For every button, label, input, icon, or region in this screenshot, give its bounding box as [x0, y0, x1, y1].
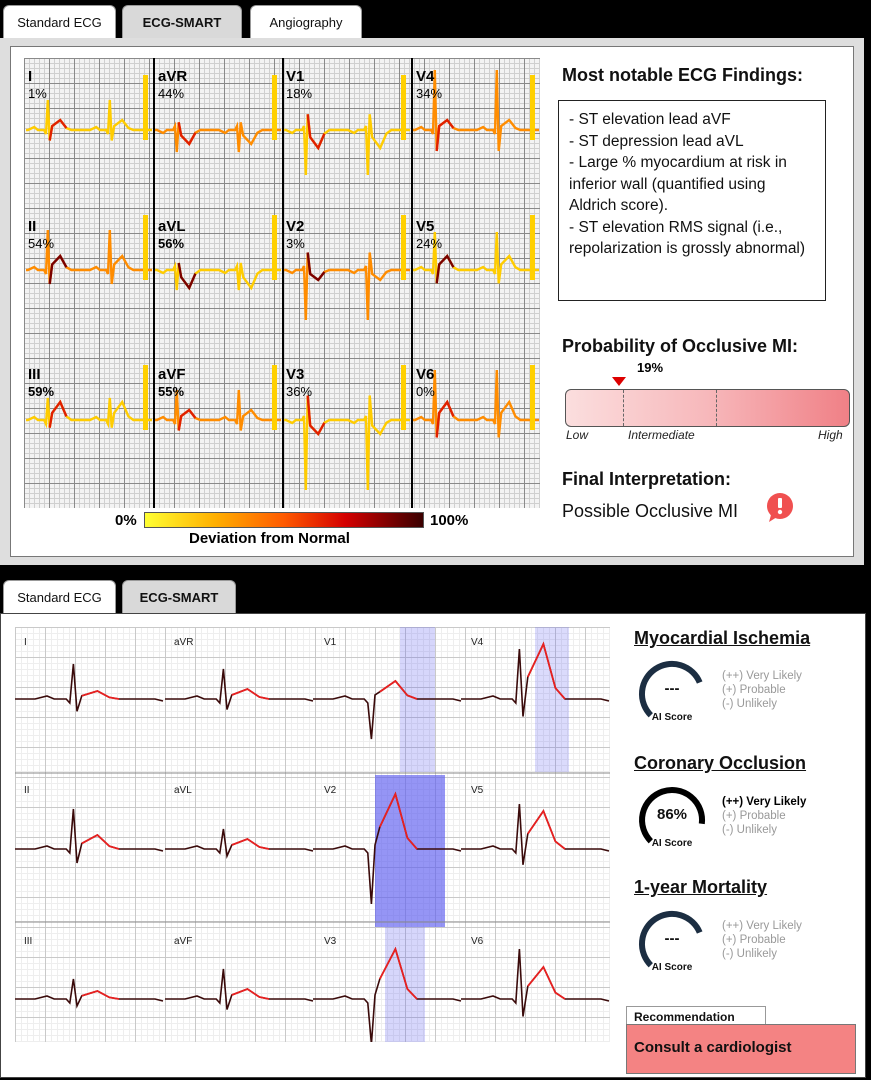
likelihood-very-likely: (++) Very Likely	[722, 670, 802, 682]
lead-label-bottom-V5: V5	[471, 785, 484, 796]
lead-label-bottom-II: II	[24, 785, 30, 796]
probability-marker	[612, 377, 626, 386]
calibration-pulse	[530, 215, 535, 280]
ecg-st-segment	[437, 120, 454, 151]
calibration-pulse	[143, 75, 148, 140]
ecg-trace	[461, 804, 609, 865]
lead-label-I: I	[28, 68, 33, 85]
probability-divider	[623, 390, 624, 426]
calibration-pulse	[401, 365, 406, 430]
ecg-st-segment	[82, 991, 119, 999]
likelihood-probable: (+) Probable	[722, 810, 786, 822]
ecg-st-segment	[308, 114, 325, 148]
lead-label-V5: V5	[416, 218, 435, 235]
ecg-trace	[313, 681, 461, 739]
lead-label-bottom-aVF: aVF	[174, 936, 193, 947]
ecg-st-segment	[308, 253, 325, 281]
gauge-label: AI Score	[651, 838, 693, 849]
score-title-occlusion: Coronary Occlusion	[634, 753, 807, 773]
probability-value-label: 19%	[637, 360, 664, 375]
probability-intermediate-label: Intermediate	[628, 428, 695, 442]
gauge-label: AI Score	[651, 712, 693, 723]
ecg-trace	[155, 122, 281, 152]
ecg-st-segment	[179, 263, 196, 288]
ecg-st-segment	[50, 256, 67, 284]
finding-item: - ST elevation lead aVF	[569, 111, 731, 128]
likelihood-probable: (+) Probable	[722, 934, 786, 946]
gauge-mortality	[637, 906, 707, 976]
exclamation-bubble-icon[interactable]	[763, 491, 797, 523]
score-title-ischemia: Myocardial Ischemia	[634, 628, 811, 648]
lead-label-bottom-V1: V1	[324, 637, 337, 648]
attention-highlight	[385, 927, 425, 1042]
tab-standard-ecg-bottom[interactable]: Standard ECG	[3, 580, 116, 614]
lead-label-bottom-I: I	[24, 637, 27, 648]
gauge-score: ---	[664, 680, 680, 697]
calibration-pulse	[143, 215, 148, 280]
lead-label-aVR: aVR	[158, 68, 188, 85]
lead-label-bottom-V6: V6	[471, 936, 484, 947]
colorbar-caption: Deviation from Normal	[189, 530, 350, 547]
probability-high-label: High	[818, 428, 843, 442]
lead-pct-V5: 24%	[416, 236, 443, 251]
tab-ecg-smart-bottom[interactable]: ECG-SMART	[122, 580, 236, 614]
calibration-pulse	[272, 365, 277, 430]
ecg-grid-bottom	[15, 627, 610, 1042]
lead-label-bottom-V4: V4	[471, 637, 484, 648]
lead-separator	[411, 58, 413, 508]
lead-label-bottom-III: III	[24, 936, 33, 947]
score-title-mortality: 1-year Mortality	[634, 877, 768, 897]
lead-label-bottom-aVL: aVL	[174, 785, 192, 796]
likelihood-unlikely: (-) Unlikely	[722, 698, 777, 710]
findings-title: Most notable ECG Findings:	[562, 65, 803, 85]
lead-label-V6: V6	[416, 366, 435, 383]
ecg-grid-top	[24, 58, 540, 508]
colorbar-max-label: 100%	[430, 512, 469, 529]
lead-label-bottom-V3: V3	[324, 936, 337, 947]
recommendation-label: Recommendation	[626, 1006, 766, 1027]
lead-pct-aVL: 56%	[158, 236, 185, 251]
lead-pct-V3: 36%	[286, 384, 313, 399]
findings-box	[558, 100, 826, 301]
calibration-pulse	[143, 365, 148, 430]
ecg-traces-bottom	[15, 627, 610, 1042]
colorbar-min-label: 0%	[115, 512, 137, 529]
calibration-pulse	[530, 365, 535, 430]
lead-pct-V2: 3%	[286, 236, 305, 251]
lead-pct-aVR: 44%	[158, 86, 185, 101]
lead-label-aVL: aVL	[158, 218, 186, 235]
ecg-trace	[284, 114, 410, 175]
lead-label-V2: V2	[286, 218, 305, 235]
ecg-trace	[155, 263, 281, 290]
ecg-trace	[26, 100, 152, 141]
lead-pct-V6: 0%	[416, 384, 435, 399]
ecg-trace	[461, 949, 609, 1017]
lead-label-bottom-V2: V2	[324, 785, 337, 796]
ecg-st-segment	[232, 839, 269, 849]
ecg-trace	[15, 809, 163, 863]
lead-label-V3: V3	[286, 366, 305, 383]
lead-label-aVF: aVF	[158, 366, 186, 383]
ecg-st-segment	[179, 122, 196, 144]
lead-label-V1: V1	[286, 68, 305, 85]
tab-angiography-top[interactable]: Angiography	[250, 5, 362, 39]
lead-separator	[282, 58, 284, 508]
attention-highlight	[375, 775, 445, 927]
calibration-pulse	[530, 75, 535, 140]
likelihood-probable: (+) Probable	[722, 684, 786, 696]
probability-bar	[565, 389, 850, 427]
ecg-st-segment	[528, 967, 565, 999]
ecg-trace	[165, 669, 313, 710]
lead-pct-III: 59%	[28, 384, 55, 399]
recommendation-box[interactable]: Consult a cardiologist	[626, 1024, 856, 1074]
ecg-st-segment	[437, 256, 454, 283]
lead-pct-I: 1%	[28, 86, 47, 101]
gauge-score: 86%	[656, 806, 688, 823]
probability-title: Probability of Occlusive MI:	[562, 336, 799, 356]
ecg-trace	[284, 396, 410, 491]
ecg-trace	[165, 969, 313, 1010]
gauge-occlusion	[637, 782, 707, 852]
tab-standard-ecg-top[interactable]: Standard ECG	[3, 5, 116, 39]
lead-pct-V1: 18%	[286, 86, 313, 101]
lead-label-bottom-aVR: aVR	[174, 637, 194, 648]
lead-separator	[153, 58, 155, 508]
lead-pct-V4: 34%	[416, 86, 443, 101]
attention-highlight	[535, 627, 569, 772]
ecg-st-segment	[232, 689, 269, 699]
finding-item: - Large % myocardium at risk in inferior wall (quantified using Aldrich score).	[569, 154, 787, 214]
colorbar-gradient	[144, 512, 424, 528]
likelihood-very-likely: (++) Very Likely	[722, 796, 807, 808]
finding-item: - ST depression lead aVL	[569, 132, 744, 150]
ecg-st-segment	[308, 396, 325, 435]
lead-label-III: III	[28, 366, 41, 383]
final-interpretation-text: Possible Occlusive MI	[562, 501, 739, 521]
ecg-st-segment	[232, 989, 269, 999]
ecg-st-segment	[82, 835, 119, 849]
finding-item: - ST elevation RMS signal (i.e., repolarization is grossly abnormal)	[569, 218, 806, 257]
probability-low-label: Low	[566, 428, 589, 442]
ecg-trace	[15, 664, 163, 711]
gauge-label: AI Score	[651, 962, 693, 973]
ecg-st-segment	[50, 402, 67, 428]
calibration-pulse	[401, 75, 406, 140]
ecg-st-segment	[82, 691, 119, 699]
ecg-trace	[284, 253, 410, 321]
tab-ecg-smart-top[interactable]: ECG-SMART	[122, 5, 242, 39]
lead-pct-aVF: 55%	[158, 384, 185, 399]
calibration-pulse	[272, 75, 277, 140]
gauge-ischemia	[637, 656, 707, 726]
ecg-st-segment	[179, 410, 196, 431]
lead-label-II: II	[28, 218, 37, 235]
final-interpretation-title: Final Interpretation:	[562, 469, 732, 489]
calibration-pulse	[272, 215, 277, 280]
probability-divider	[716, 390, 717, 426]
ecg-st-segment	[528, 811, 565, 849]
ecg-st-segment	[437, 402, 454, 438]
ecg-trace	[15, 979, 163, 1006]
likelihood-very-likely: (++) Very Likely	[722, 920, 802, 932]
lead-label-V4: V4	[416, 68, 435, 85]
lead-pct-II: 54%	[28, 236, 55, 251]
calibration-pulse	[401, 215, 406, 280]
ecg-trace	[26, 398, 152, 428]
likelihood-unlikely: (-) Unlikely	[722, 948, 777, 960]
likelihood-unlikely: (-) Unlikely	[722, 824, 777, 836]
gauge-score: ---	[664, 930, 680, 947]
ecg-st-segment	[50, 120, 67, 141]
